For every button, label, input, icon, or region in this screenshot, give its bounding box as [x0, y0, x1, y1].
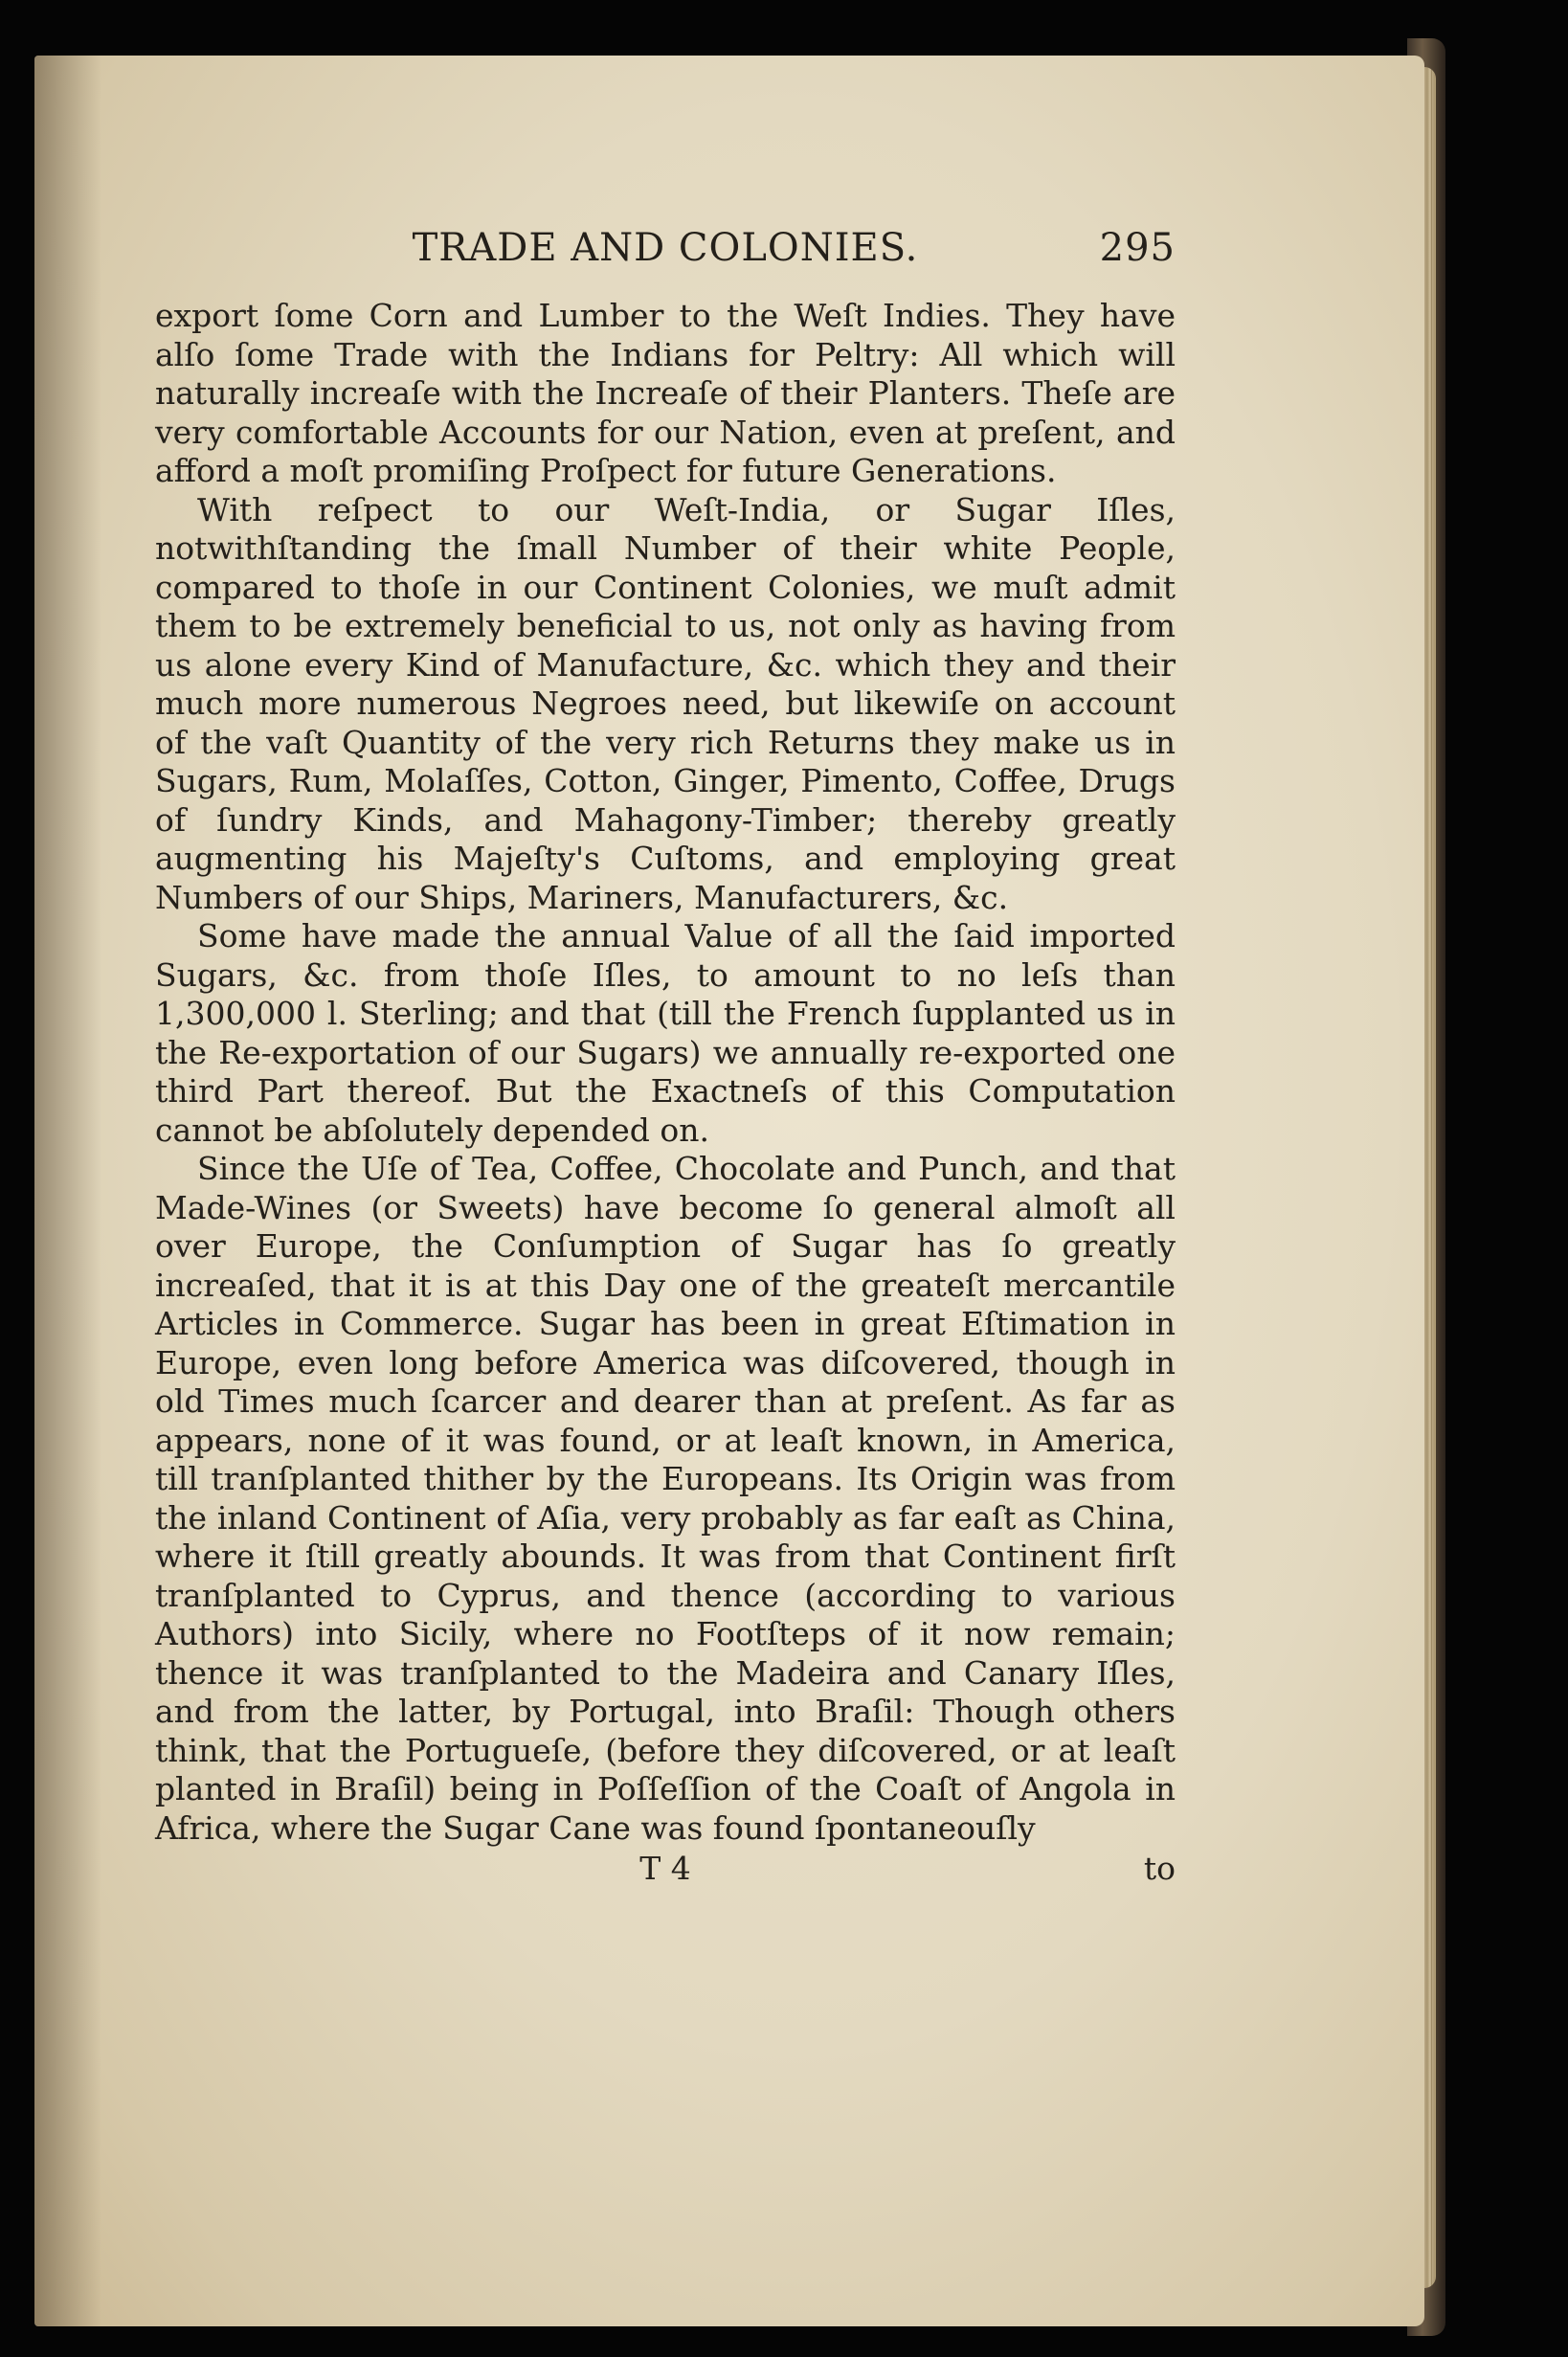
paragraph-1: export ſome Corn and Lumber to the Weſt Indies. They have alſo ſome Trade with the Indians for Peltry: All which will naturally increaſe with the Increaſe of their Planters. Theſe are very comfortable Accounts for our Nation, even at preſent, and afford a moſt promiſing Proſpect for future Generations.: [155, 297, 1176, 489]
text-block: [155, 226, 1176, 1892]
page-footer: [155, 1850, 1176, 1892]
gutter-shadow: [34, 56, 101, 2326]
book-page: [34, 56, 1424, 2326]
paragraph-3: Some have made the annual Value of all the ſaid imported Sugars, &c. from thoſe Iſles, to amount to no leſs than 1,300,000 l. Sterling; and that (till the French ſupplanted us in the Re-exportation of our Sugars) we annually re-exported one third Part thereof. But the Exactneſs of this Computation cannot be abſolutely depended on.: [155, 917, 1176, 1149]
catchword: to: [1143, 1850, 1176, 1887]
signature-mark: T 4: [639, 1850, 691, 1887]
running-head: [155, 226, 1176, 287]
running-head-title: TRADE AND COLONIES.: [412, 226, 919, 270]
paragraph-4: Since the Uſe of Tea, Coffee, Chocolate and Punch, and that Made-Wines (or Sweets) have become ſo general almoſt all over Europe, the Conſumption of Sugar has ſo greatly increaſed, that it is at this Day one of the greateſt mercantile Articles in Commerce. Sugar has been in great Eſtimation in Europe, even long before America was diſcovered, though in old Times much ſcarcer and dearer than at preſent. As far as appears, none of it was found, or at leaſt known, in America, till tranſplanted thither by the Europeans. Its Origin was from the inland Continent of Aſia, very probably as far eaſt as China, where it ſtill greatly abounds. It was from that Continent firſt tranſplanted to Cyprus, and thence (according to various Authors) into Sicily, where no Footſteps of it now remain; thence it was tranſplanted to the Madeira and Canary Iſles, and from the latter, by Portugal, into Braſil: Though others think, that the Portugueſe, (before they diſcovered, or at leaſt planted in Braſil) being in Poſſeſſion of the Coaſt of Angola in Africa, where the Sugar Cane was found ſpontaneouſly: [155, 1150, 1176, 1847]
page-number: 295: [1099, 226, 1176, 270]
paragraph-2: With reſpect to our Weſt-India, or Sugar Iſles, notwithſtanding the ſmall Number of their white People, compared to thoſe in our Continent Colonies, we muſt admit them to be extremely beneficial to us, not only as having from us alone every Kind of Manufacture, &c. which they and their much more numerous Negroes need, but likewiſe on account of the vaſt Quantity of the very rich Returns they make us in Sugars, Rum, Molaſſes, Cotton, Ginger, Pimento, Coffee, Drugs of ſundry Kinds, and Mahagony-Timber; thereby greatly augmenting his Majeſty's Cuſtoms, and employing great Numbers of our Ships, Mariners, Manufacturers, &c.: [155, 490, 1176, 916]
